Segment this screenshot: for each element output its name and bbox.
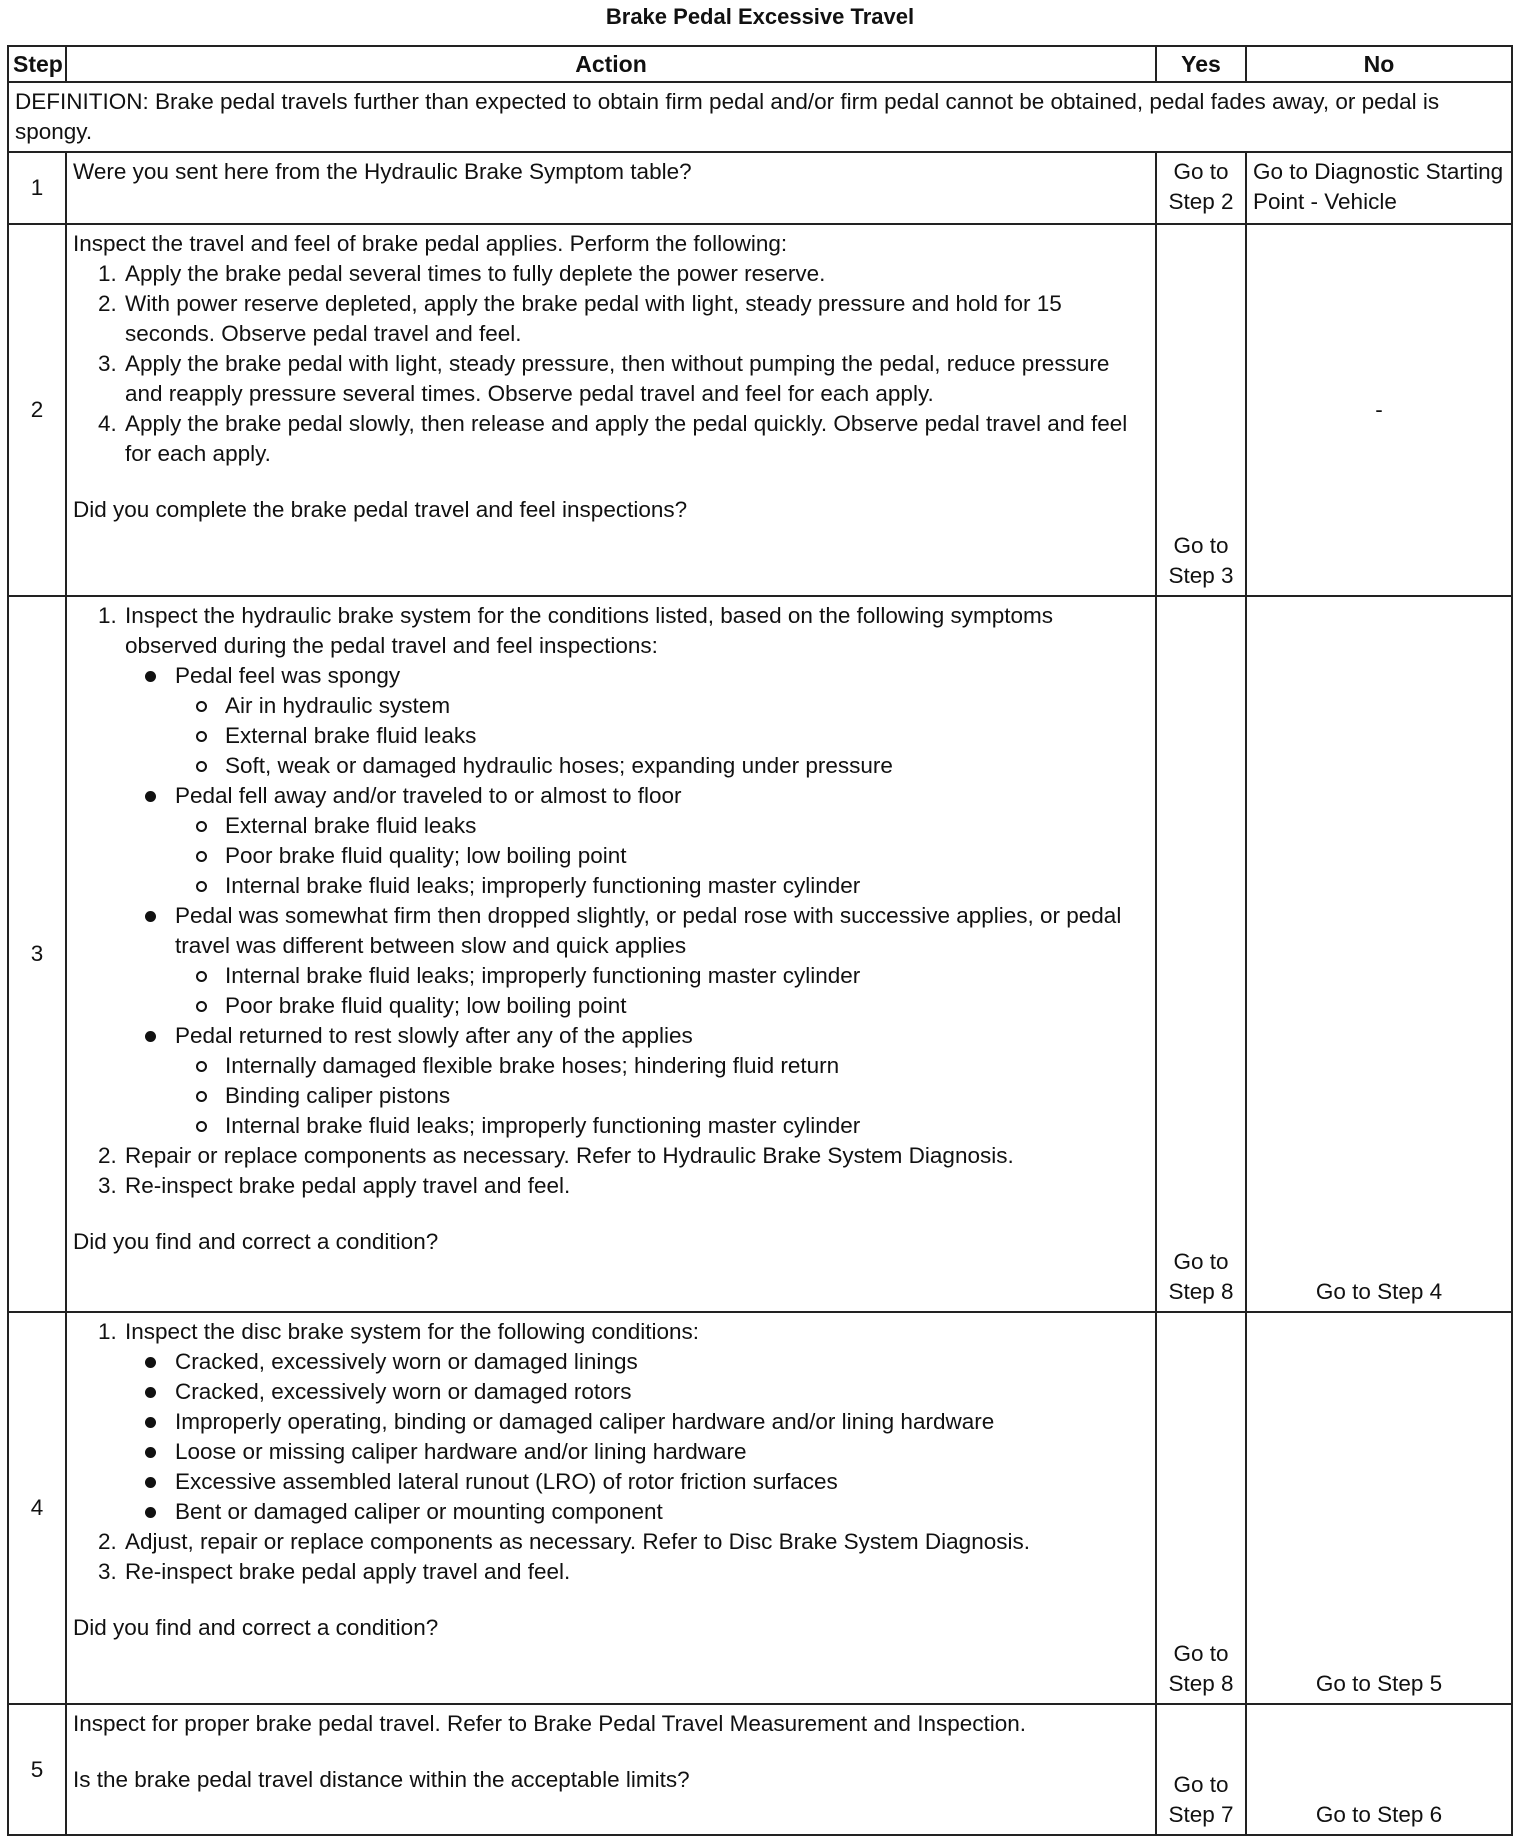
step-action [66,224,1156,596]
condition-item: External brake fluid leaks [225,811,1149,841]
symptom-list [125,661,1149,1141]
condition-item: Poor brake fluid quality; low boiling point [225,841,1149,871]
procedure-list [73,601,1149,1201]
condition-item: Air in hydraulic system [225,691,1149,721]
diagnostic-table [7,45,1513,1836]
condition-item: Internal brake fluid leaks; improperly functioning master cylinder [225,1111,1149,1141]
step-question: Were you sent here from the Hydraulic Brake Symptom table? [73,159,692,184]
condition-item: External brake fluid leaks [225,721,1149,751]
condition-list [175,961,1149,1021]
procedure-list [73,1317,1149,1587]
condition-item: Cracked, excessively worn or damaged linings [175,1347,1149,1377]
symptom-item [175,781,1149,901]
condition-item: Loose or missing caliper hardware and/or lining hardware [175,1437,1149,1467]
step-question: Did you find and correct a condition? [73,1615,439,1640]
condition-item: Internally damaged flexible brake hoses; hindering fluid return [225,1051,1149,1081]
condition-item: Internal brake fluid leaks; improperly functioning master cylinder [225,871,1149,901]
no-result: Go to Diagnostic Starting Point - Vehicle [1246,152,1512,224]
header-step: Step [8,46,66,82]
condition-item: Binding caliper pistons [225,1081,1149,1111]
step-question: Did you find and correct a condition? [73,1229,439,1254]
condition-list [175,1051,1149,1141]
step-intro: Inspect for proper brake pedal travel. Refer to Brake Pedal Travel Measurement and Inspection. [73,1711,1027,1736]
symptom-label: Pedal feel was spongy [175,663,401,688]
yes-result: Go to Step 3 [1156,224,1246,596]
step-question: Is the brake pedal travel distance within the acceptable limits? [73,1767,690,1792]
condition-list [175,811,1149,901]
step-number: 3 [8,596,66,1312]
no-result: - [1246,224,1512,596]
step-intro: Inspect the travel and feel of brake pedal applies. Perform the following: [73,231,788,256]
table-row [8,152,1512,224]
header-action: Action [66,46,1156,82]
page-title: Brake Pedal Excessive Travel [605,4,915,29]
header-yes: Yes [1156,46,1246,82]
table-row [8,1312,1512,1704]
condition-list [175,691,1149,781]
yes-result: Go to Step 2 [1156,152,1246,224]
condition-item: Excessive assembled lateral runout (LRO) of rotor friction surfaces [175,1467,1149,1497]
step-action [66,1312,1156,1704]
symptom-item [175,1021,1149,1141]
list-item: 2. With power reserve depleted, apply the brake pedal with light, steady pressure and hold for 15 seconds. Observe pedal travel and feel. [123,289,1149,349]
condition-item: Improperly operating, binding or damaged caliper hardware and/or lining hardware [175,1407,1149,1437]
no-result: Go to Step 6 [1246,1704,1512,1835]
no-result: Go to Step 5 [1246,1312,1512,1704]
step-action [66,1704,1156,1835]
table-row [8,224,1512,596]
yes-result: Go to Step 8 [1156,596,1246,1312]
symptom-label: Pedal was somewhat firm then dropped slightly, or pedal rose with successive applies, or pedal travel was different between slow and quick applies [175,903,1122,958]
list-item: 3. Re-inspect brake pedal apply travel and feel. [123,1171,1149,1201]
symptom-item [175,661,1149,781]
step-number: 4 [8,1312,66,1704]
condition-item: Cracked, excessively worn or damaged rotors [175,1377,1149,1407]
list-item [123,1317,1149,1527]
list-item: 3. Apply the brake pedal with light, steady pressure, then without pumping the pedal, reduce pressure and reapply pressure several times. Observe pedal travel and feel for each apply. [123,349,1149,409]
condition-item: Soft, weak or damaged hydraulic hoses; expanding under pressure [225,751,1149,781]
yes-result: Go to Step 8 [1156,1312,1246,1704]
condition-item: Poor brake fluid quality; low boiling point [225,991,1149,1021]
table-row [8,1704,1512,1835]
definition-row [8,82,1512,152]
condition-list [125,1347,1149,1527]
symptom-label: Pedal returned to rest slowly after any of the applies [175,1023,693,1048]
no-result: Go to Step 4 [1246,596,1512,1312]
step-question: Did you complete the brake pedal travel and feel inspections? [73,497,688,522]
procedure-list [73,259,1149,469]
list-item: 3. Re-inspect brake pedal apply travel and feel. [123,1557,1149,1587]
list-item: 1. Apply the brake pedal several times to fully deplete the power reserve. [123,259,1149,289]
definition-text: DEFINITION: Brake pedal travels further than expected to obtain firm pedal and/or firm pedal cannot be obtained, pedal fades away, or pedal is spongy. [8,82,1512,152]
condition-item: Bent or damaged caliper or mounting component [175,1497,1149,1527]
step-number: 5 [8,1704,66,1835]
step-action [66,152,1156,224]
step-action [66,596,1156,1312]
list-item: 4. Apply the brake pedal slowly, then release and apply the pedal quickly. Observe pedal travel and feel for each apply. [123,409,1149,469]
condition-item: Internal brake fluid leaks; improperly functioning master cylinder [225,961,1149,991]
symptom-label: Pedal fell away and/or traveled to or almost to floor [175,783,682,808]
yes-result: Go to Step 7 [1156,1704,1246,1835]
list-item: 2. Adjust, repair or replace components as necessary. Refer to Disc Brake System Diagnosis. [123,1527,1149,1557]
step-number: 1 [8,152,66,224]
header-no: No [1246,46,1512,82]
header-row [8,46,1512,82]
symptom-item [175,901,1149,1021]
list-item: 2. Repair or replace components as necessary. Refer to Hydraulic Brake System Diagnosis. [123,1141,1149,1171]
list-item-text: Inspect the disc brake system for the following conditions: [125,1319,700,1344]
list-item-text: Inspect the hydraulic brake system for the conditions listed, based on the following symptoms observed during the pedal travel and feel inspections: [125,603,1053,658]
table-row [8,596,1512,1312]
step-number: 2 [8,224,66,596]
list-item [123,601,1149,1141]
